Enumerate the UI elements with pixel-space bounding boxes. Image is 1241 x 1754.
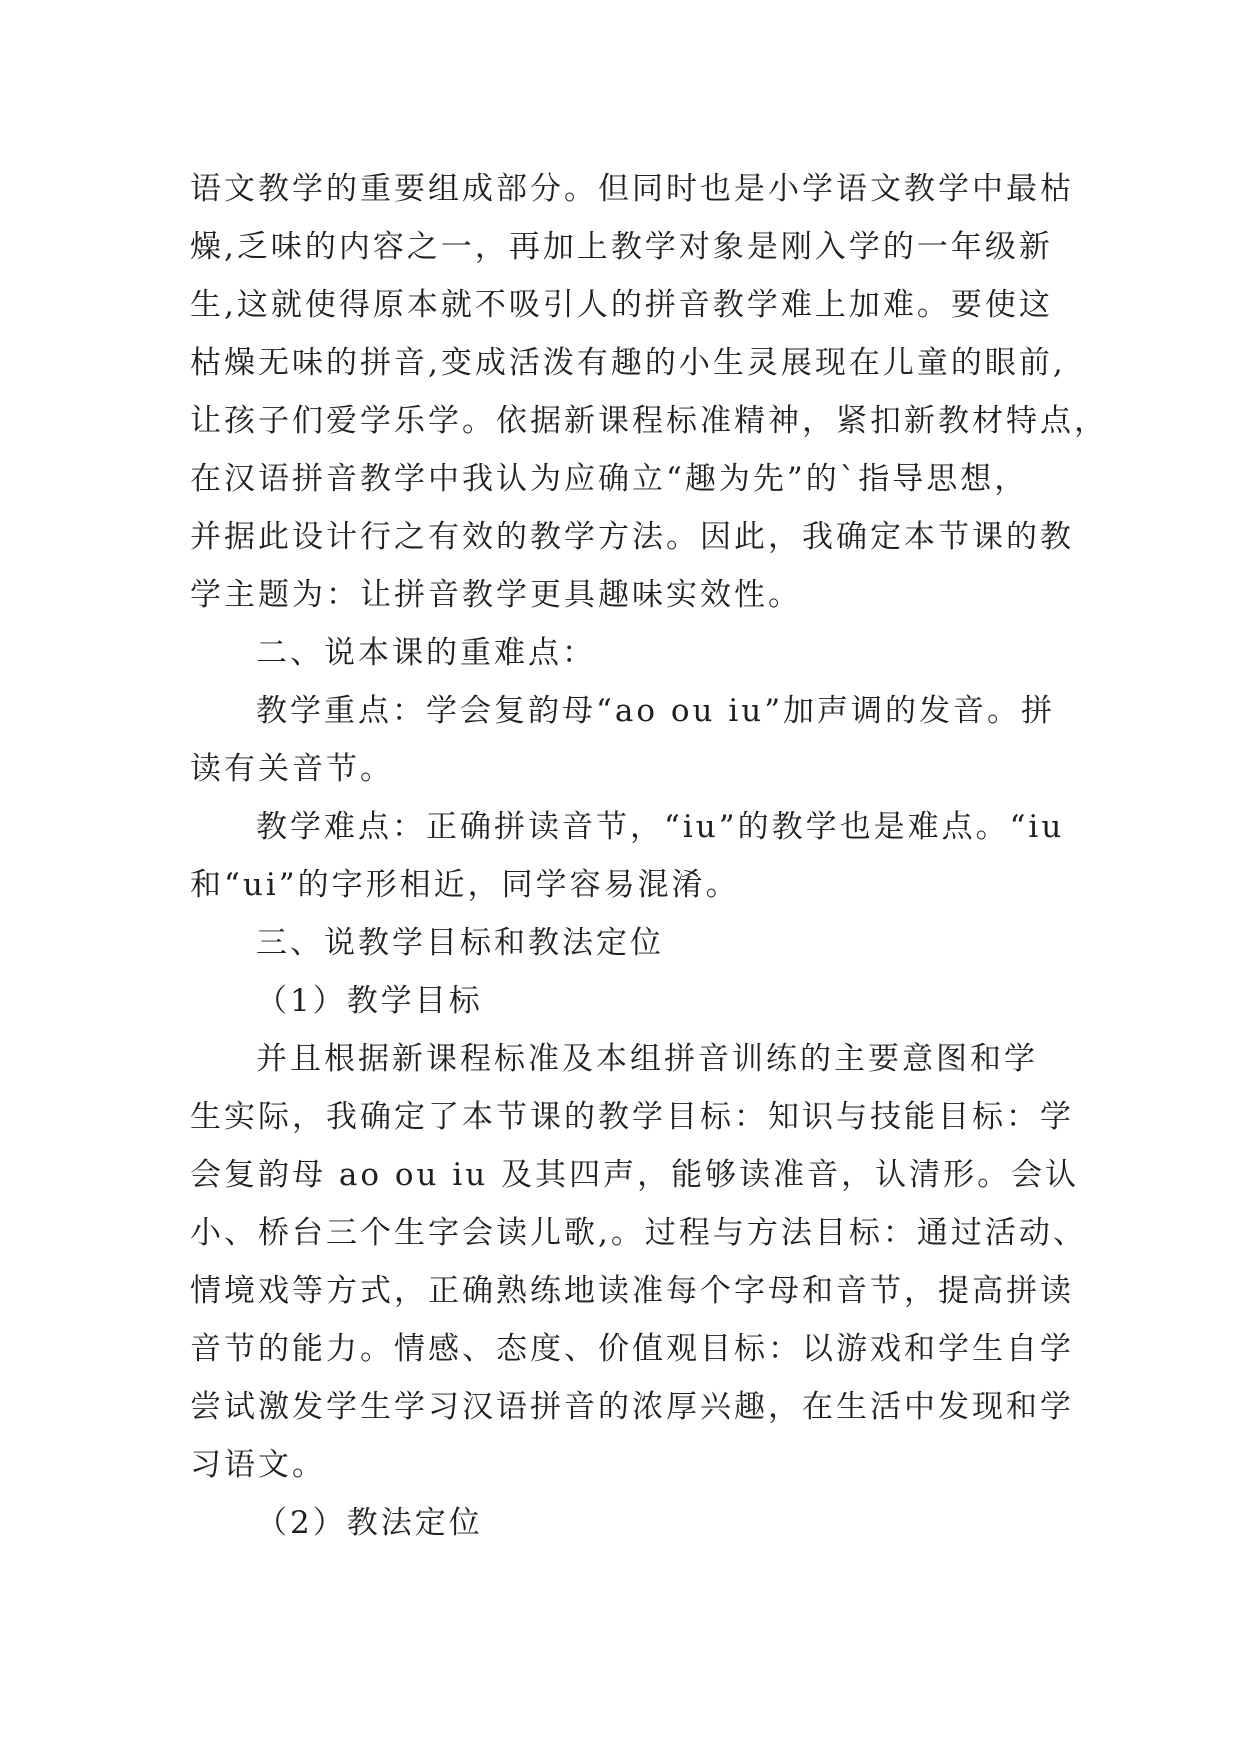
document-body [190, 160, 1108, 1552]
text-line: 教学重点：学会复韵母“ao ou iu”加声调的发音。拼 [256, 693, 1056, 729]
text-line: 生实际，我确定了本节课的教学目标：知识与技能目标：学 [190, 1099, 1074, 1135]
subsection-heading: （1）教学目标 [256, 983, 483, 1019]
text-line: 情境戏等方式，正确熟练地读准每个字母和音节，提高拼读 [190, 1273, 1074, 1309]
text-line: 习语文。 [190, 1447, 326, 1483]
text-line: 生,这就使得原本就不吸引人的拼音教学难上加难。要使这 [190, 287, 1053, 323]
text-line: 教学难点：正确拼读音节，“iu”的教学也是难点。“iu [256, 809, 1065, 845]
text-line: 学主题为：让拼音教学更具趣味实效性。 [190, 577, 802, 613]
text-line: 并据此设计行之有效的教学方法。因此，我确定本节课的教 [190, 519, 1074, 555]
text-line: 语文教学的重要组成部分。但同时也是小学语文教学中最枯 [190, 171, 1074, 207]
text-line: 枯燥无味的拼音,变成活泼有趣的小生灵展现在儿童的眼前, [190, 345, 1066, 381]
subsection-heading: （2）教法定位 [256, 1505, 483, 1541]
text-line: 小、桥台三个生字会读儿歌,。过程与方法目标：通过活动、 [190, 1215, 1087, 1251]
text-line: 让孩子们爱学乐学。依据新课程标准精神，紧扣新教材特点， [190, 403, 1108, 439]
section-heading: 二、说本课的重难点： [256, 635, 596, 671]
text-line: 燥,乏味的内容之一，再加上教学对象是刚入学的一年级新 [190, 229, 1053, 265]
text-line: 和“ui”的字形相近，同学容易混淆。 [190, 867, 740, 903]
section-heading: 三、说教学目标和教法定位 [256, 925, 664, 961]
text-line: 读有关音节。 [190, 751, 394, 787]
text-line: 在汉语拼音教学中我认为应确立“趣为先”的`指导思想， [190, 461, 1029, 497]
text-line: 尝试激发学生学习汉语拼音的浓厚兴趣，在生活中发现和学 [190, 1389, 1074, 1425]
text-line: 会复韵母 ao ou iu 及其四声，能够读准音，认清形。会认 [190, 1157, 1080, 1193]
text-line: 音节的能力。情感、态度、价值观目标：以游戏和学生自学 [190, 1331, 1074, 1367]
text-line: 并且根据新课程标准及本组拼音训练的主要意图和学 [256, 1041, 1038, 1077]
